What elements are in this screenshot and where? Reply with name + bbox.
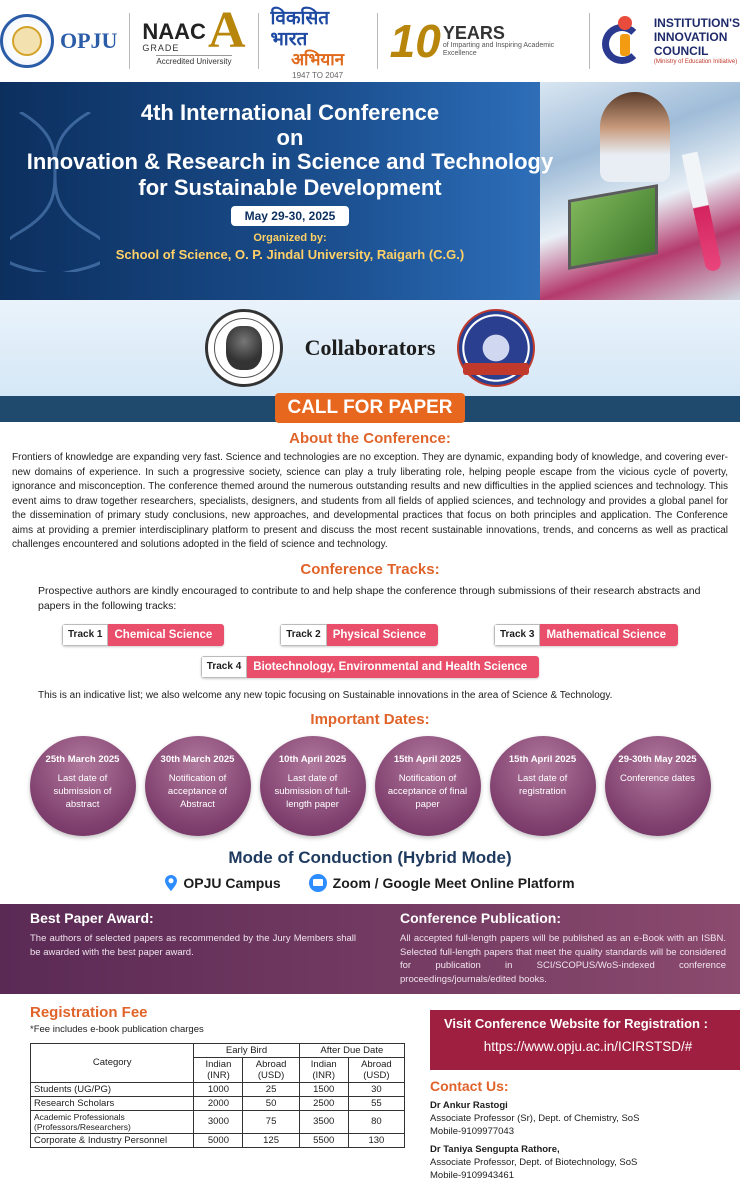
date-value: 30th March 2025: [160, 753, 235, 765]
cell-category: Students (UG/PG): [31, 1082, 194, 1096]
track-2: [280, 624, 438, 646]
organized-label: Organized by:: [253, 231, 327, 244]
naac-subtitle: Accredited University: [156, 57, 232, 67]
cell-category: Academic Professionals (Professors/Researchers): [31, 1110, 194, 1133]
date-description: Notification of acceptance of Abstract: [167, 772, 228, 810]
cell-after-usd: 130: [348, 1133, 404, 1147]
header-abroad: Abroad (USD): [243, 1057, 299, 1082]
track-name: Mathematical Science: [540, 624, 678, 646]
viksit-bharat-logo: [270, 8, 364, 81]
dates-row: [0, 736, 740, 836]
track-tag: Track 3: [494, 624, 540, 646]
header-indian: Indian (INR): [194, 1057, 243, 1082]
award-publication-band: [0, 904, 740, 994]
date-value: 15th April 2025: [508, 753, 577, 765]
naac-grade: A: [207, 2, 246, 59]
date-value: 25th March 2025: [45, 753, 120, 765]
contact-mobile[interactable]: Mobile-9109943461: [430, 1170, 514, 1181]
table-row: [31, 1110, 405, 1133]
indian-chemical-society-logo: [205, 309, 283, 387]
cell-after-usd: 55: [348, 1096, 404, 1110]
website-link[interactable]: https://www.opju.ac.in/ICIRSTSD/#: [483, 1038, 693, 1054]
bottom-section: [0, 1004, 740, 1183]
track-4: [201, 656, 539, 678]
indicative-note: This is an indicative list; we also welcome any new topic focusing on Sustainable innovations in the area of Science & Technology.: [38, 689, 613, 701]
contact-person: [430, 1144, 740, 1182]
microbiologists-society-logo: [457, 309, 535, 387]
contact-role: Associate Professor, Dept. of Biotechnology, SoS: [430, 1157, 638, 1169]
best-paper-award: [0, 904, 386, 994]
visit-title: Visit Conference Website for Registration :: [444, 1015, 708, 1031]
collaborators-band: [0, 300, 740, 396]
track-tag: Track 1: [62, 624, 108, 646]
date-item: [145, 736, 251, 836]
contact-title: Contact Us:: [430, 1077, 509, 1094]
naac-grade-label: GRADE: [142, 43, 180, 54]
track-tag: Track 2: [280, 624, 326, 646]
iic-line3: COUNCIL: [653, 43, 709, 58]
cfp-band: [0, 396, 740, 422]
vb-line2: अभियान: [291, 49, 345, 69]
location-pin-icon: [165, 875, 177, 891]
logo-bar: [0, 0, 740, 82]
iic-logo: [602, 9, 740, 73]
conference-publication: [386, 904, 740, 994]
contact-mobile[interactable]: Mobile-9109977043: [430, 1125, 514, 1137]
divider: [589, 13, 590, 69]
mode-online: [309, 874, 575, 892]
iic-mark-icon: [602, 16, 648, 66]
video-camera-icon: [309, 874, 327, 892]
iic-sub: (Ministry of Education Initiative): [653, 58, 738, 65]
track-name: Chemical Science: [108, 624, 224, 646]
cell-early-usd: 50: [243, 1096, 299, 1110]
contact-role: Associate Professor (Sr), Dept. of Chemistry, SoS: [430, 1112, 640, 1124]
cell-early-inr: 5000: [194, 1133, 243, 1147]
cell-category: Research Scholars: [31, 1096, 194, 1110]
opju-logo: [0, 9, 117, 73]
date-item: [260, 736, 366, 836]
cell-after-inr: 5500: [299, 1133, 348, 1147]
table-row: [31, 1096, 405, 1110]
mode-title: Mode of Conduction (Hybrid Mode): [228, 847, 512, 867]
award-title: Best Paper Award:: [30, 909, 154, 926]
date-description: Last date of registration: [517, 772, 568, 797]
registration-note: *Fee includes e-book publication charges: [30, 1023, 204, 1035]
mode-online-label: Zoom / Google Meet Online Platform: [332, 874, 575, 891]
call-for-paper-heading: CALL FOR PAPER: [275, 393, 465, 423]
header-indian: Indian (INR): [299, 1057, 348, 1082]
dates-title: Important Dates:: [310, 710, 430, 728]
date-item: [375, 736, 481, 836]
track-1: [62, 624, 224, 646]
mode-row: [0, 874, 740, 892]
iic-line2: INNOVATION: [653, 30, 728, 45]
conference-date: May 29-30, 2025: [231, 206, 350, 226]
cell-early-inr: 1000: [194, 1082, 243, 1096]
track-3: [494, 624, 678, 646]
cell-early-usd: 125: [243, 1133, 299, 1147]
mode-campus-label: OPJU Campus: [183, 874, 281, 891]
header-early-bird: Early Bird: [194, 1043, 299, 1057]
iic-line1: INSTITUTION'S: [653, 16, 740, 31]
visit-website-box: [430, 1010, 740, 1070]
date-description: Conference dates: [620, 772, 695, 784]
registration-fee: [30, 1004, 410, 1183]
collaborators-title: Collaborators: [304, 335, 436, 360]
organizer-name: School of Science, O. P. Jindal University, Raigarh (C.G.): [115, 246, 465, 262]
publication-title: Conference Publication:: [400, 909, 562, 926]
university-seal-icon: [0, 14, 54, 68]
right-column: [410, 1004, 740, 1183]
ten-years-sub: of Imparting and Inspiring Academic Excellence: [442, 41, 555, 57]
date-item: [30, 736, 136, 836]
divider: [129, 13, 130, 69]
award-body: The authors of selected papers as recommended by the Jury Members shall be awarded with the best paper award.: [30, 932, 356, 958]
ten-years-label: YEARS: [442, 22, 505, 43]
hero-banner: [0, 82, 740, 300]
about-title: About the Conference:: [289, 430, 451, 447]
contact-name: Dr Ankur Rastogi: [430, 1099, 508, 1111]
cell-early-inr: 2000: [194, 1096, 243, 1110]
contact-name: Dr Taniya Sengupta Rathore,: [430, 1144, 560, 1156]
cell-after-usd: 30: [348, 1082, 404, 1096]
ten-number: 10: [389, 15, 441, 67]
date-value: 10th April 2025: [278, 753, 347, 765]
cell-early-usd: 25: [243, 1082, 299, 1096]
divider: [377, 13, 378, 69]
vb-line1: विकसित भारत: [270, 8, 330, 50]
date-description: Notification of acceptance of final paper: [387, 772, 468, 810]
track-tag: Track 4: [201, 656, 247, 678]
conference-subtitle: for Sustainable Development: [138, 175, 442, 201]
track-name: Physical Science: [327, 624, 438, 646]
tracks-intro: Prospective authors are kindly encouraged to contribute to and help shape the conference through submissions of their research abstracts and papers in the following tracks:: [38, 584, 701, 612]
about-body: Frontiers of knowledge are expanding very fast. Science and technologies are no exception. They are dynamic, expanding body of knowledge, and covering ever-new domains of experience. In such a progressive society, science can play a truly liberating role, helping people escape from the vicious cycle of poverty, ignorance and misconception. The conference themed around the numerous outstanding results and new difficulties in the applied sciences and technology. This event aims to draw together researchers, specialists, designers, and students from all fields of applied sciences, and technology and provides a global panel for the dissemination of primary study conclusions, new approaches, and developmental practices that focus on both principles and application. The Conference aims at providing a premier interdisciplinary platform to present and discuss the most recent sustainable innovations, trends, and concerns as well as practical challenges encountered and solutions adopted in the field of science and technology.: [12, 452, 728, 550]
naac-logo: [142, 2, 246, 73]
cell-early-usd: 75: [243, 1110, 299, 1133]
tracks-title: Conference Tracks:: [300, 560, 440, 578]
date-item: [490, 736, 596, 836]
cell-after-usd: 80: [348, 1110, 404, 1133]
header-abroad: Abroad (USD): [348, 1057, 404, 1082]
cell-after-inr: 1500: [299, 1082, 348, 1096]
table-row: [31, 1133, 405, 1147]
naac-word: NAAC: [142, 19, 206, 45]
tracks-row-2: [0, 656, 740, 678]
track-name: Biotechnology, Environmental and Health Science: [247, 656, 539, 678]
table-row: [31, 1082, 405, 1096]
conference-on: on: [276, 125, 304, 150]
ten-years-logo: [390, 9, 577, 73]
date-value: 29-30th May 2025: [618, 753, 697, 765]
registration-title: Registration Fee: [30, 1003, 148, 1021]
date-description: Last date of submission of abstract: [53, 772, 112, 810]
opju-wordmark: OPJU: [60, 28, 118, 53]
vb-years: 1947 TO 2047: [292, 71, 344, 81]
date-item: [605, 736, 711, 836]
contact-person: [430, 1100, 740, 1138]
cell-after-inr: 3500: [299, 1110, 348, 1133]
divider: [258, 13, 259, 69]
conference-title: Innovation & Research in Science and Technology: [26, 149, 554, 175]
header-after-due: After Due Date: [299, 1043, 404, 1057]
cell-after-inr: 2500: [299, 1096, 348, 1110]
date-description: Last date of submission of full-length paper: [274, 772, 351, 810]
publication-body: All accepted full-length papers will be published as an e-Book with an ISBN. Selected full-length papers that meet the quality standards will be considered for publication in SCI/SCOPUS/WoS-indexed conference proceedings/journals/edited books.: [400, 932, 726, 986]
mode-campus: [165, 875, 280, 891]
conference-ordinal: 4th International Conference: [140, 100, 440, 125]
cell-category: Corporate & Industry Personnel: [31, 1133, 194, 1147]
tracks-row-1: [0, 624, 740, 646]
cell-early-inr: 3000: [194, 1110, 243, 1133]
fee-table: [30, 1043, 405, 1148]
date-value: 15th April 2025: [393, 753, 462, 765]
header-category: Category: [31, 1043, 194, 1082]
